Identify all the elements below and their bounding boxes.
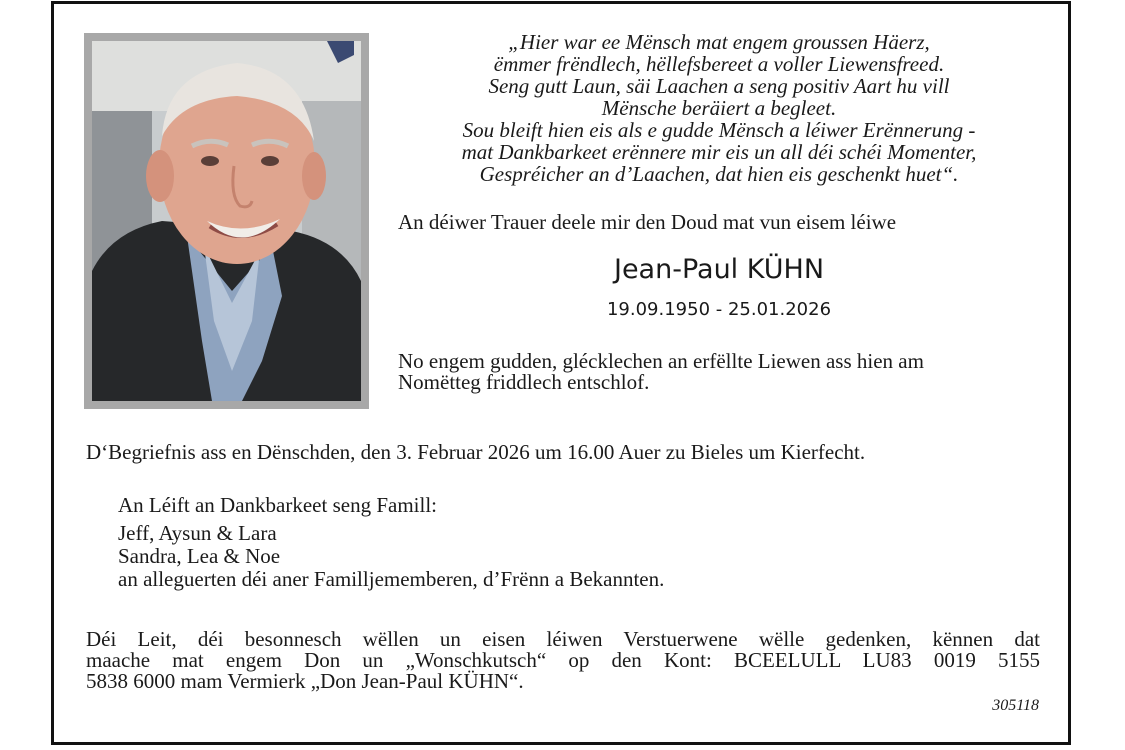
poem-line: Gespréicher an d’Laachen, dat hien eis geschenkt huet“. — [479, 162, 959, 186]
donation-notice — [86, 629, 1040, 692]
life-dates: 19.09.1950 - 25.01.2026 — [606, 299, 832, 320]
death-statement-line: Nomëtteg friddlech entschlof. — [398, 370, 650, 394]
funeral-details: D‘Begriefnis ass en Dënschden, den 3. Februar 2026 um 16.00 Auer zu Bieles um Kierfecht. — [86, 440, 866, 464]
mourning-intro: An déiwer Trauer deele mir den Doud mat vun eisem léiwe — [398, 210, 897, 234]
family-label: An Léift an Dankbarkeet seng Famill: — [118, 493, 437, 517]
donation-line: Déi Leit, déi besonnesch wëllen un eisen léiwen Verstuerwene wëlle gedenken, kënnen dat — [86, 627, 1040, 651]
family-block — [118, 494, 1018, 591]
donation-line: maache mat engem Don un „Wonschkutsch“ op den Kont: BCEELULL LU83 0019 5155 — [86, 648, 1040, 672]
portrait-photo-frame — [84, 33, 369, 409]
reference-number: 305118 — [992, 697, 1039, 714]
memorial-poem — [398, 31, 1040, 185]
poem-line: „Hier war ee Mënsch mat engem groussen Häerz, — [508, 30, 930, 54]
death-statement — [398, 351, 1040, 393]
donation-line: 5838 6000 mam Vermierk „Don Jean-Paul KÜHN“. — [86, 669, 524, 693]
poem-line: Sou bleift hien eis als e gudde Mënsch a léiwer Erënnerung - — [462, 118, 976, 142]
family-member-line: Sandra, Lea & Noe — [118, 544, 281, 568]
poem-line: ëmmer frëndlech, hëllefsbereet a voller Liewensfreed. — [493, 52, 945, 76]
family-member-line: an alleguerten déi aner Familljememberen, d’Frënn a Bekannten. — [118, 567, 665, 591]
portrait-photo — [92, 41, 361, 401]
family-member-line: Jeff, Aysun & Lara — [118, 521, 277, 545]
poem-line: Mënsche beräiert a begleet. — [601, 96, 837, 120]
poem-line: mat Dankbarkeet erënnere mir eis un all déi schéi Momenter, — [461, 140, 977, 164]
deceased-name: Jean-Paul KÜHN — [613, 254, 825, 285]
poem-line: Seng gutt Laun, säi Laachen a seng positiv Aart hu vill — [488, 74, 950, 98]
death-statement-line: No engem gudden, glécklechen an erfëllte Liewen ass hien am — [398, 349, 924, 373]
